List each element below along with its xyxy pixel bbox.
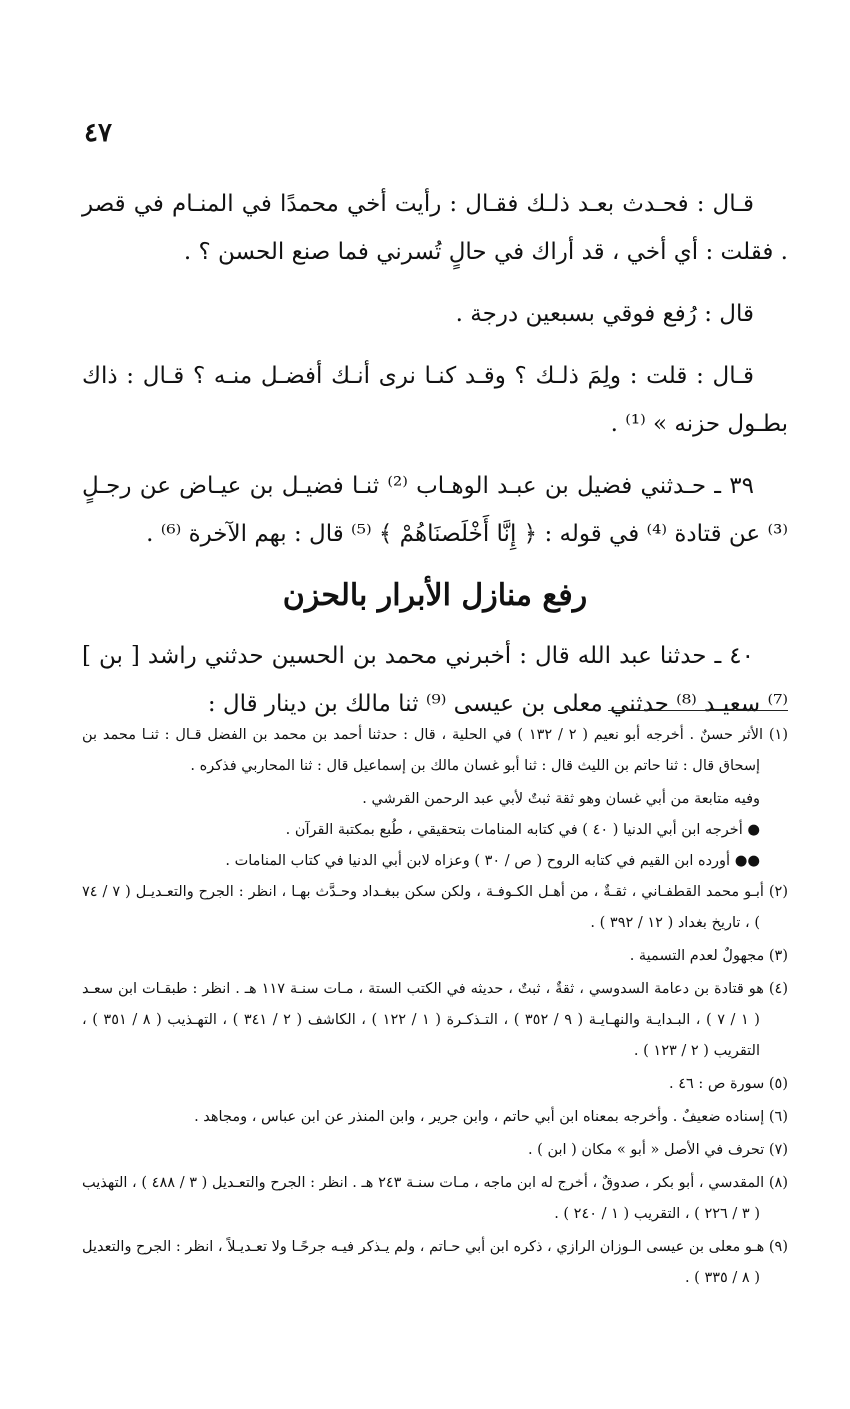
footnote-1: (١) الأثر حسنٌ . أخرجه أبو نعيم ( ٢ / ١٣٢ ) في الحلية ، قال : حدثنا أحمد بن محمد بن الفضل قـال : ثنـا محمد بن إسحاق قال : ثنا حاتم بن الليث قال : ثنا أبو غسان مالك بن إسماعيل قال : ثنا المحاربي فذكره . [82,727,788,774]
main-text [82,180,788,742]
paragraph-narration-39: ٣٩ ـ حـدثني فضيل بن عبـد الوهـاب ⁽²⁾ ثنـا فضيـل بن عيـاض عن رجـلٍ ⁽³⁾ عن قتادة ⁽⁴⁾ في قوله : ﴿ إِنَّا أَخْلَصنَاهُمْ ﴾ ⁽⁵⁾ قال : بهم الآخرة ⁽⁶⁾ . [82,473,788,547]
paragraph-narration-40: ٤٠ ـ حدثنا عبد الله قال : أخبرني محمد بن الحسين حدثني راشد [ بن ] ⁽⁷⁾ سعيـد ⁽⁸⁾ حدثني معلى بن عيسى ⁽⁹⁾ ثنا مالك بن دينار قال : [82,643,788,717]
footnote-8: (٨) المقدسي ، أبو بكر ، صدوقٌ ، أخرج له ابن ماجه ، مـات سنـة ٢٤٣ هـ . انظر : الجرح والتعـديل ( ٣ / ٤٨٨ ) ، التهذيب ( ٣ / ٢٢٦ ) ، التقريب ( ١ / ٢٤٠ ) . [82,1175,788,1222]
footnote-1-bullet-1: ● أخرجه ابن أبي الدنيا ( ٤٠ ) في كتابه المنامات بتحقيقي ، طُبع بمكتبة القرآن . [285,822,760,838]
footnote-3: (٣) مجهولٌ لعدم التسمية . [629,948,788,964]
footnote-1-continuation: وفيه متابعة من أبي غسان وهو ثقة ثبتٌ لأبي عبد الرحمن القرشي . [362,791,760,807]
paragraph-raised-degrees: قال : رُفع فوقي بسبعين درجة . [455,301,754,327]
footnote-1-bullet-2: ●● أورده ابن القيم في كتابه الروح ( ص / ٣٠ ) وعزاه لابن أبي الدنيا في كتاب المنامات . [225,853,760,869]
footnote-2: (٢) أبـو محمد القطفـاني ، ثقـةٌ ، من أهـل الكـوفـة ، ولكن سكن ببغـداد وحـدَّث بهـا ، انظر : الجرح والتعـديـل ( ٧ / ٧٤ ) ، تاريخ بغداد ( ١٢ / ٣٩٢ ) . [82,884,788,931]
footnote-4: (٤) هو قتادة بن دعامة السدوسي ، ثقةٌ ، ثبتٌ ، حديثه في الكتب الستة ، مـات سنـة ١١٧ هـ . انظر : طبقـات ابن سعـد ( ١ / ٧ ) ، البـدايـة والنهـايـة ( ٩ / ٣٥٢ ) ، التـذكـرة ( ١ / ١٢٢ ) ، الكاشف ( ٢ / ٣٤١ ) ، التهـذيب ( ٨ / ٣٥١ ) ، التقريب ( ٢ / ١٢٣ ) . [82,981,788,1059]
footnote-9: (٩) هـو معلى بن عيسى الـوزان الرازي ، ذكره ابن أبي حـاتم ، ولم يـذكر فيـه جرحًـا ولا تعـديـلاً ، انظر : الجرح والتعديل ( ٨ / ٣٣٥ ) . [82,1239,788,1286]
footnote-7: (٧) تحرف في الأصل « أبو » مكان ( ابن ) . [527,1142,788,1158]
section-heading: رفع منازل الأبرار بالحزن [282,578,588,613]
footnotes [82,720,788,1296]
paragraph-long-sorrow: قـال : قلت : ولِمَ ذلـك ؟ وقـد كنـا نرى أنـك أفضـل منـه ؟ قـال : ذاك بطـول حزنه » ⁽¹⁾ . [82,363,788,437]
footnote-5: (٥) سورة ص : ٤٦ . [668,1076,788,1092]
page-number: ٤٧ [84,118,112,148]
paragraph-dream-account: قـال : فحـدث بعـد ذلـك فقـال : رأيت أخي محمدًا في المنـام في قصر . فقلت : أي أخي ، قد أراك في حالٍ تُسرني فما صنع الحسن ؟ . [82,191,788,265]
footnote-separator [608,710,788,711]
footnote-6: (٦) إسناده ضعيفٌ . وأخرجه بمعناه ابن أبي حاتم ، وابن جرير ، وابن المنذر عن ابن عباس ، ومجاهد . [194,1109,788,1125]
